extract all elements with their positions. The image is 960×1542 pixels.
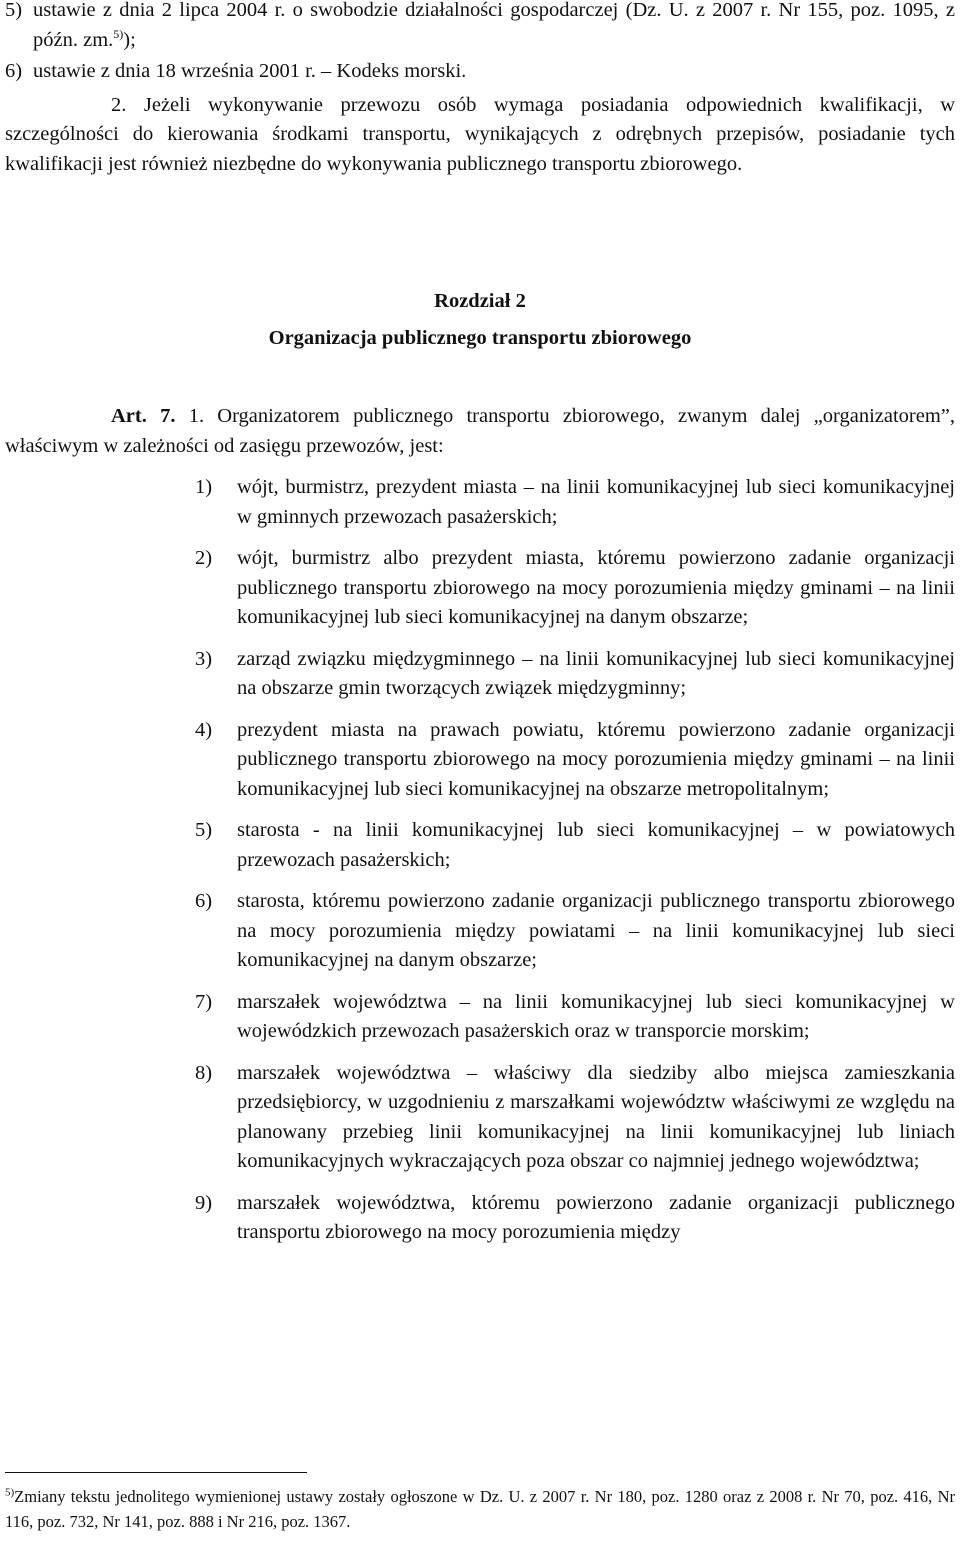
- list-item-text: marszałek województwa, któremu powierzono zadanie organizacji publicznego transportu zbiorowego na mocy porozumienia między: [237, 1191, 955, 1243]
- article-intro-text: 1. Organizatorem publicznego transportu zbiorowego, zwanym dalej „organizatorem”, właściwym w zależności od zasięgu przewozów, jest:: [5, 405, 956, 457]
- list-item: [5, 0, 955, 55]
- list-item-text: wójt, burmistrz, prezydent miasta – na linii komunikacyjnej lub sieci komunikacyjnej w gminnych przewozach pasażerskich;: [237, 476, 955, 528]
- list-item: [5, 544, 955, 633]
- list-item: [5, 988, 955, 1047]
- list-item-text: [33, 0, 955, 55]
- list-item-number: 2): [195, 547, 213, 569]
- list-item: [5, 1189, 955, 1248]
- chapter-title: Organizacja publicznego transportu zbiorowego: [268, 326, 692, 349]
- article-label: Art. 7.: [111, 405, 176, 427]
- list-item-number: 5): [5, 0, 23, 21]
- list-item-text: marszałek województwa – właściwy dla siedziby albo miejsca zamieszkania przedsiębiorcy, w uzgodnieniu z marszałkami województw właściwymi ze względu na planowany przebieg linii komunikacyjnej na linii komunikacyjnej lub liniach komunikacyjnych wykraczających poza obszar co najmniej jednego województwa;: [237, 1061, 955, 1172]
- list-item-text: starosta - na linii komunikacyjnej lub sieci komunikacyjnej – w powiatowych przewozach pasażerskich;: [237, 819, 955, 871]
- chapter-number: Rozdział 2: [434, 290, 526, 312]
- footnote-reference: 5): [113, 26, 124, 41]
- list-item-number: 3): [195, 647, 213, 670]
- list-item: [5, 887, 955, 976]
- list-item-number: 6): [195, 890, 213, 912]
- list-item-number: 8): [195, 1061, 213, 1084]
- list-item-number: 5): [195, 819, 213, 841]
- list-item: [5, 716, 955, 805]
- list-item-tail: );: [123, 28, 136, 51]
- list-item-number: 6): [5, 60, 23, 82]
- list-item-text: marszałek województwa – na linii komunikacyjnej lub sieci komunikacyjnej w wojewódzkich przewozach pasażerskich oraz w transporcie morskim;: [237, 990, 955, 1042]
- article-intro: [5, 402, 955, 461]
- list-item: [5, 473, 955, 532]
- list-item-body: ustawie z dnia 2 lipca 2004 r. o swobodzie działalności gospodarczej (Dz. U. z 2007 r. Nr 155, poz. 1095, z późn. zm.: [33, 0, 955, 51]
- list-item-number: 4): [195, 718, 213, 741]
- list-item-text: ustawie z dnia 18 września 2001 r. – Kodeks morski.: [33, 60, 467, 82]
- footnote-mark: 5): [5, 1486, 15, 1499]
- list-item: [5, 1059, 955, 1177]
- list-item: [5, 57, 955, 87]
- footnote-text: Zmiany tekstu jednolitego wymienionej ustawy zostały ogłoszone w Dz. U. z 2007 r. Nr 180, poz. 1280 oraz z 2008 r. Nr 70, poz. 416, Nr 116, poz. 732, Nr 141, poz. 888 i Nr 216, poz. 1367.: [5, 1487, 955, 1531]
- list-item-text: starosta, któremu powierzono zadanie organizacji publicznego transportu zbiorowego na mocy porozumienia między powiatami – na linii komunikacyjnej lub sieci komunikacyjnej na danym obszarze;: [237, 890, 955, 971]
- list-item-number: 1): [195, 476, 213, 498]
- previous-items-list: [5, 0, 955, 87]
- list-item-text: wójt, burmistrz albo prezydent miasta, któremu powierzono zadanie organizacji publicznego transportu zbiorowego na mocy porozumienia między gminami – na linii komunikacyjnej lub sieci komunikacyjnej na danym obszarze;: [237, 547, 955, 628]
- list-item-number: 9): [195, 1191, 213, 1214]
- footnote-divider: [5, 1472, 307, 1473]
- list-item-text: zarząd związku międzygminnego – na linii komunikacyjnej lub sieci komunikacyjnej na obszarze gmin tworzących związek międzygminny;: [237, 647, 955, 699]
- paragraph-2: 2. Jeżeli wykonywanie przewozu osób wymaga posiadania odpowiednich kwalifikacji, w szczególności do kierowania środkami transportu, wynikających z odrębnych przepisów, posiadanie tych kwalifikacji jest również niezbędne do wykonywania publicznego transportu zbiorowego.: [5, 93, 955, 175]
- list-item: [5, 816, 955, 875]
- list-item-number: 7): [195, 990, 213, 1013]
- list-item-text: prezydent miasta na prawach powiatu, któremu powierzono zadanie organizacji publicznego transportu zbiorowego na mocy porozumienia między gminami – na linii komunikacyjnej lub sieci komunikacyjnej na obszarze metropolitalnym;: [237, 718, 955, 800]
- article-items-list: [5, 473, 955, 1248]
- list-item: [5, 645, 955, 704]
- footnote: [5, 1484, 955, 1534]
